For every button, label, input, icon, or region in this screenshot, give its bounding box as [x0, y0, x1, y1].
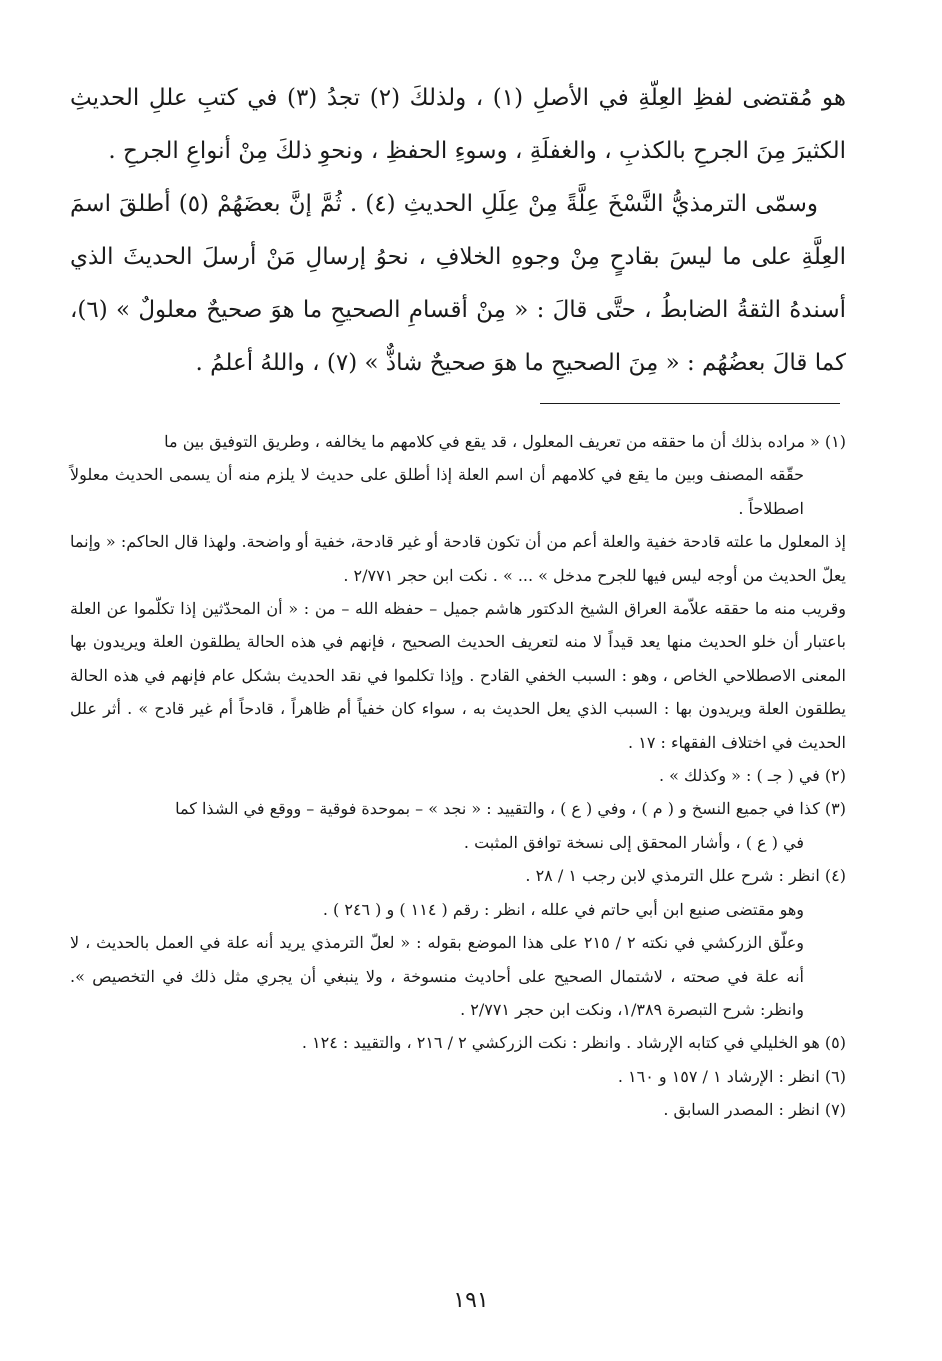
footnote-4: (٤) انظر : شرح علل الترمذي لابن رجب ١ / ٢٨ . — [525, 866, 846, 886]
footnote-7: (٧) انظر : المصدر السابق . — [663, 1100, 846, 1120]
footnote-6: (٦) انظر : الإرشاد ١ / ١٥٧ و ١٦٠ . — [617, 1066, 846, 1086]
footnote-3-first-line: (٣) كذا في جميع النسخ و ( م ) ، وفي ( ع ) ، والتقييد : « نجد » – بموحدة فوقية – ووقع في الشذا كما — [175, 799, 846, 819]
main-paragraph-1: هو مُقتضى لفظِ العِلّةِ في الأصلِ (١) ، ولذلكَ (٢) تجدُ (٣) في كتبِ عللِ الحديثِ الكثيرَ مِنَ الجرحِ بالكذبِ ، والغفلَةِ ، وسوءِ الحفظِ ، ونحوِ ذلكَ مِنْ أنواعِ الجرحِ . — [70, 85, 846, 164]
footnote-5: (٥) هو الخليلي في كتابه الإرشاد . وانظر : نكت الزركشي ٢ / ٢١٦ ، والتقييد : ١٢٤ . — [301, 1033, 846, 1053]
footnote-4-paragraph-2: وهو مقتضى صنيع ابن أبي حاتم في علله ، انظر : رقم ( ١١٤ ) و ( ٢٤٦ ) . — [322, 899, 804, 919]
footnote-2: (٢) في ( جـ ) : « وكذلك » . — [658, 766, 846, 786]
footnote-1-first-line: (١) « مراده بذلك أن ما حققه من تعريف المعلول ، قد يقع في كلامهم ما يخالفه ، وطريق التوفيق بين ما — [164, 432, 846, 451]
footnote-1-continuation: حقّقه المصنف وبين ما يقع في كلامهم أن اسم العلة إذا أطلق على حديث لا يلزم منه أن يسمى الحديث معلولاً اصطلاحاً . — [70, 465, 804, 518]
main-text-body — [70, 72, 846, 390]
footnote-3-continuation: في ( ع ) ، وأشار المحقق إلى نسخة توافق المثبت . — [463, 832, 804, 852]
footnote-4-paragraph-3: وعلّق الزركشي في نكته ٢ / ٢١٥ على هذا الموضع بقوله : « لعلّ الترمذي يريد أنه علة في العمل بالحديث ، لا أنه علة في صحته ، لاشتمال الصحيح على أحاديث منسوخة ، ولا ينبغي أن يجري مثل ذلك في التخصيص ». وانظر: شرح التبصرة ١/٣٨٩، ونكت ابن حجر ٢/٧٧١ . — [70, 933, 805, 1019]
footnotes-section — [70, 425, 846, 1127]
footnote-1-paragraph-2: إذ المعلول ما علته قادحة خفية والعلة أعم من أن تكون قادحة أو غير قادحة، خفية أو واضحة. ولهذا قال الحاكم: « وإنما يعلّ الحديث من أوجه ليس فيها للجرح مدخل » ... » . نكت ابن حجر ٢/٧٧١ . — [70, 532, 847, 585]
page-number: ١٩١ — [453, 1288, 489, 1313]
main-paragraph-2: وسمّى الترمذيُّ النَّسْخَ عِلَّةً مِنْ عِلَلِ الحديثِ (٤) . ثُمَّ إنَّ بعضَهُمْ (٥) أطلقَ اسمَ العِلَّةِ على ما ليسَ بقادحٍ مِنْ وجوهِ الخلافِ ، نحوُ إرسالِ مَنْ أرسلَ الحديثَ الذي أسندهُ الثقةُ الضابطُ ، حتَّى قالَ : « مِنْ أقسامِ الصحيحِ ما هوَ صحيحٌ معلولٌ » (٦)، كما قالَ بعضُهُم : « مِنَ الصحيحِ ما هوَ صحيحٌ شاذٌّ » (٧) ، واللهُ أعلمُ . — [70, 191, 846, 376]
footnote-divider — [540, 403, 840, 404]
footnote-1-paragraph-3: وقريب منه ما حققه علاّمة العراق الشيخ الدكتور هاشم جميل – حفظه الله – من : « أن المحدّثين إذا تكلّموا عن العلة باعتبار أن خلو الحديث منها يعد قيداً لا منه لتعريف الحديث الصحيح ، فإنهم في هذه الحالة يطلقون العلة ويريدون بها المعنى الاصطلاحي الخاص ، وهو : السبب الخفي القادح . وإذا تكلموا في نقد الحديث بشكل عام فإنهم في هذه الحالة يطلقون العلة ويريدون بها : السبب الذي يعل الحديث به ، سواء كان خفياً أم ظاهراً ، قادحاً أم غير قادح » . أثر علل الحديث في اختلاف الفقهاء : ١٧ . — [70, 599, 847, 752]
